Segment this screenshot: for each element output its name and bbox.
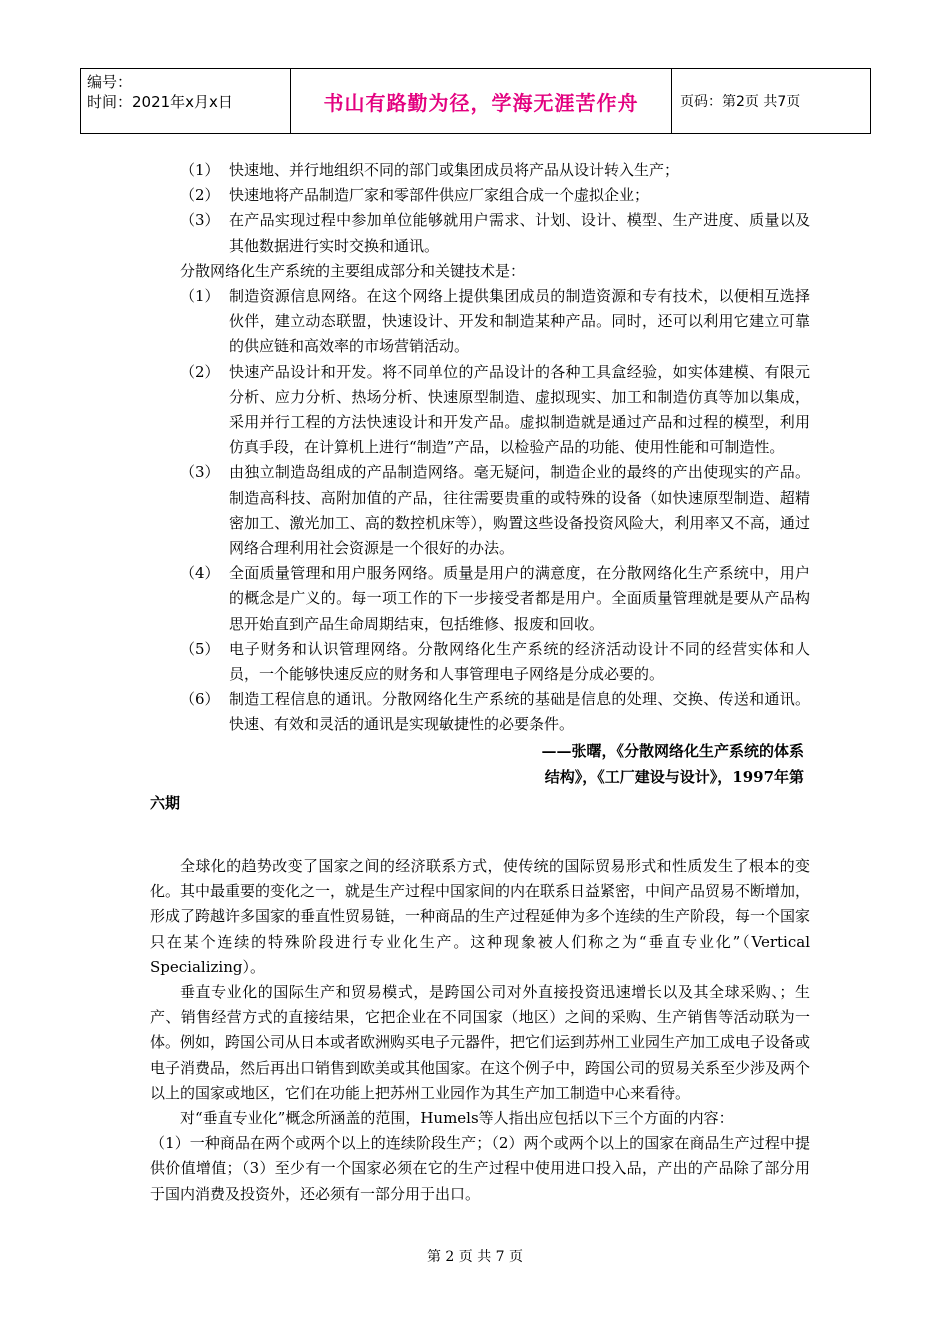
essay-paragraph: 垂直专业化的国际生产和贸易模式，是跨国公司对外直接投资迅速增长以及其全球采购、；生产、销售经营方式的直接结果，它把企业在不同国家（地区）之间的采购、生产销售等活动联为一体。例如，跨国公司从日本或者欧洲购买电子元器件，把它们运到苏州工业园生产加工成电子设备或电子消费品，然后再出口销售到欧美或其他国家。在这个例子中，跨国公司的贸易关系至少涉及两个以上的国家或地区，它们在功能上把苏州工业园作为其生产加工制造中心来看待。: [150, 983, 811, 1102]
citation-line-1: ——张曙，《分散网络化生产系统的体系: [541, 741, 804, 760]
list-item: [150, 183, 810, 208]
list-item: [150, 208, 810, 258]
item-number: （1）: [180, 287, 220, 306]
item-text: 制造资源信息网络。在这个网络上提供集团成员的制造资源和专有技术，以便相互选择伙伴，建立动态联盟，快速设计、开发和制造某种产品。同时，还可以利用它建立可靠的供应链和高效率的市场营销活动。: [229, 287, 810, 356]
item-number: （4）: [180, 564, 220, 583]
item-text: 在产品实现过程中参加单位能够就用户需求、计划、设计、模型、生产进度、质量以及其他数据进行实时交换和通讯。: [229, 211, 810, 255]
list-item: [150, 284, 810, 360]
list-item: [150, 637, 810, 687]
item-number: （6）: [180, 690, 220, 709]
citation-line-3: 六期: [150, 793, 181, 812]
essay-body: [150, 854, 810, 1207]
item-text: 制造工程信息的通讯。分散网络化生产系统的基础是信息的处理、交换、传送和通讯。快速、有效和灵活的通讯是实现敏捷性的必要条件。: [229, 690, 810, 734]
item-text: 快速地将产品制造厂家和零部件供应厂家组合成一个虚拟企业；: [229, 186, 650, 205]
page-header: [80, 68, 871, 134]
essay-paragraph: 全球化的趋势改变了国家之间的经济联系方式，使传统的国际贸易形式和性质发生了根本的变化。其中最重要的变化之一，就是生产过程中国家间的内在联系日益紧密，中间产品贸易不断增加，形成了跨越许多国家的垂直性贸易链，一种商品的生产过程延伸为多个连续的生产阶段，每一个国家只在某个连续的特殊阶段进行专业化生产。这种现象被人们称之为“垂直专业化”（Vertical Specializing）。: [150, 857, 811, 976]
header-meta: [81, 69, 291, 134]
essay-paragraph: 对“垂直专业化”概念所涵盖的范围，Humels等人指出应包括以下三个方面的内容：: [180, 1109, 734, 1128]
item-number: （2）: [180, 362, 220, 381]
item-number: （1）: [180, 161, 220, 179]
item-text: 快速地、并行地组织不同的部门或集团成员将产品从设计转入生产；: [229, 161, 680, 179]
item-number: （5）: [180, 639, 220, 658]
item-number: （3）: [180, 211, 220, 230]
date-label: 时间：2021年x月x日: [87, 93, 233, 111]
code-label: 编号：: [87, 73, 133, 91]
item-text: 电子财务和认识管理网络。分散网络化生产系统的经济活动设计不同的经营实体和人员，一个能够快速反应的财务和人事管理电子网络是分成必要的。: [229, 639, 810, 684]
list-item: [150, 687, 810, 737]
header-page-info: 页码：第2页 共7页: [672, 69, 871, 134]
item-text: 快速产品设计和开发。将不同单位的产品设计的各种工具盒经验，如实体建模、有限元分析、应力分析、热场分析、快速原型制造、虚拟现实、加工和制造仿真等加以集成，采用并行工程的方法快速设计和开发产品。虚拟制造就是通过产品和过程的模型，利用仿真手段，在计算机上进行“制造”产品，以检验产品的功能、使用性能和可制造性。: [229, 362, 810, 457]
list-item: [150, 561, 810, 637]
essay-paragraph: （1）一种商品在两个或两个以上的连续阶段生产；（2）两个或两个以上的国家在商品生产过程中提供价值增值；（3）至少有一个国家必须在它的生产过程中使用进口投入品，产出的产品除了部分用于国内消费及投资外，还必须有一部分用于出口。: [150, 1134, 810, 1203]
item-text: 全面质量管理和用户服务网络。质量是用户的满意度，在分散网络化生产系统中，用户的概念是广义的。每一项工作的下一步接受者都是用户。全面质量管理就是要从产品构思开始直到产品生命周期结束，包括维修、报废和回收。: [229, 564, 810, 633]
components-intro: 分散网络化生产系统的主要组成部分和关键技术是：: [180, 261, 526, 280]
main-content: [150, 158, 810, 816]
list-item: [150, 360, 810, 461]
item-number: （3）: [180, 463, 220, 482]
citation-line-2: 结构》，《工厂建设与设计》，1997年第: [544, 767, 804, 786]
page-footer: 第 2 页 共 7 页: [426, 1249, 524, 1265]
item-text: 由独立制造岛组成的产品制造网络。毫无疑问，制造企业的最终的产出使现实的产品。制造高科技、高附加值的产品，往往需要贵重的或特殊的设备（如快速原型制造、超精密加工、激光加工、高的数控机床等），购置这些设备投资风险大，利用率又不高，通过网络合理利用社会资源是一个很好的办法。: [229, 463, 810, 558]
item-number: （2）: [180, 186, 220, 205]
list-item: [150, 158, 810, 183]
list-item: [150, 460, 810, 561]
header-motto: 书山有路勤为径，学海无涯苦作舟: [291, 69, 672, 134]
